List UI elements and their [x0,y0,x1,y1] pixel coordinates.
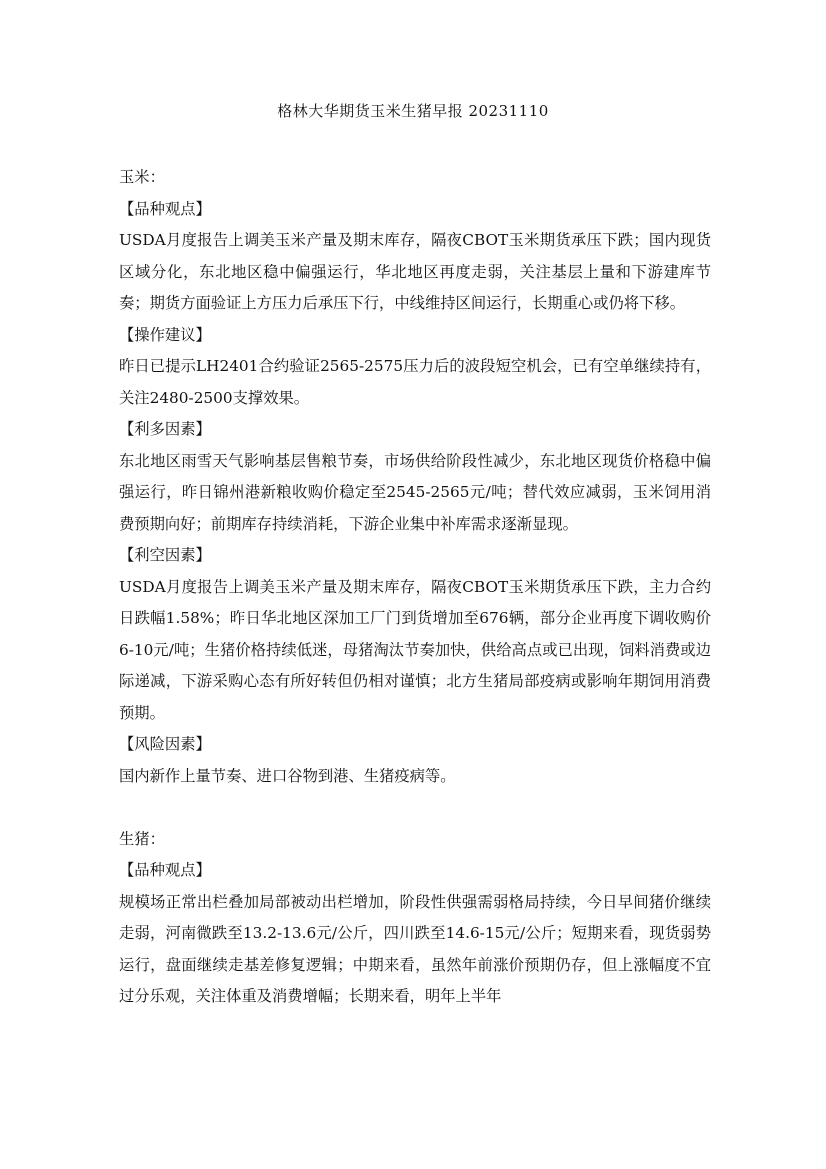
corn-risk-text: 国内新作上量节奏、进口谷物到港、生猪疫病等。 [119,766,456,785]
corn-view-text: USDA月度报告上调美玉米产量及期末库存，隔夜CBOT玉米期货承压下跌；国内现货区域分化，东北地区稳中偏强运行，华北地区再度走弱，关注基层上量和下游建库节奏；期货方面验证上方压力后承压下行，中线维持区间运行，长期重心或仍将下移。 [119,231,711,312]
corn-bullish-text: 东北地区雨雪天气影响基层售粮节奏，市场供给阶段性减少，东北地区现货价格稳中偏强运行，昨日锦州港新粮收购价稳定至2545-2565元/吨；替代效应减弱，玉米饲用消费预期向好；前期库存持续消耗，下游企业集中补库需求逐渐显现。 [119,451,711,533]
corn-bearish-label: 【利空因素】 [119,546,211,564]
corn-bearish-text: USDA月度报告上调美玉米产量及期末库存，隔夜CBOT玉米期货承压下跌，主力合约日跌幅1.58%；昨日华北地区深加工厂门到货增加至676辆，部分企业再度下调收购价6-10元/吨；生猪价格持续低迷，母猪淘汰节奏加快，供给高点或已出现，饲料消费或边际递减，下游采购心态有所好转但仍相对谨慎；北方生猪局部疫病或影响年期饲用消费预期。 [119,577,711,722]
report-title: 格林大华期货玉米生猪早报 20231110 [277,102,549,120]
corn-advice-label: 【操作建议】 [119,325,211,344]
corn-advice-text: 昨日已提示LH2401合约验证2565-2575压力后的波段短空机会，已有空单继续持有，关注2480-2500支撑效果。 [119,357,711,407]
hog-view-text: 规模场正常出栏叠加局部被动出栏增加，阶段性供强需弱格局持续，今日早间猪价继续走弱，河南微跌至13.2-13.6元/公斤，四川跌至14.6-15元/公斤；短期来看，现货弱势运行，盘面继续走基差修复逻辑；中期来看，虽然年前涨价预期仍存，但上涨幅度不宜过分乐观，关注体重及消费增幅；长期来看，明年上半年 [119,892,711,1005]
corn-view-label: 【品种观点】 [119,199,211,218]
corn-heading: 玉米： [119,168,165,186]
corn-bullish-label: 【利多因素】 [119,420,211,438]
hog-heading: 生猪： [119,829,165,848]
section-spacer [119,792,711,824]
hog-view-label: 【品种观点】 [119,861,211,879]
corn-risk-label: 【风险因素】 [119,735,211,753]
report-body [119,162,711,1013]
